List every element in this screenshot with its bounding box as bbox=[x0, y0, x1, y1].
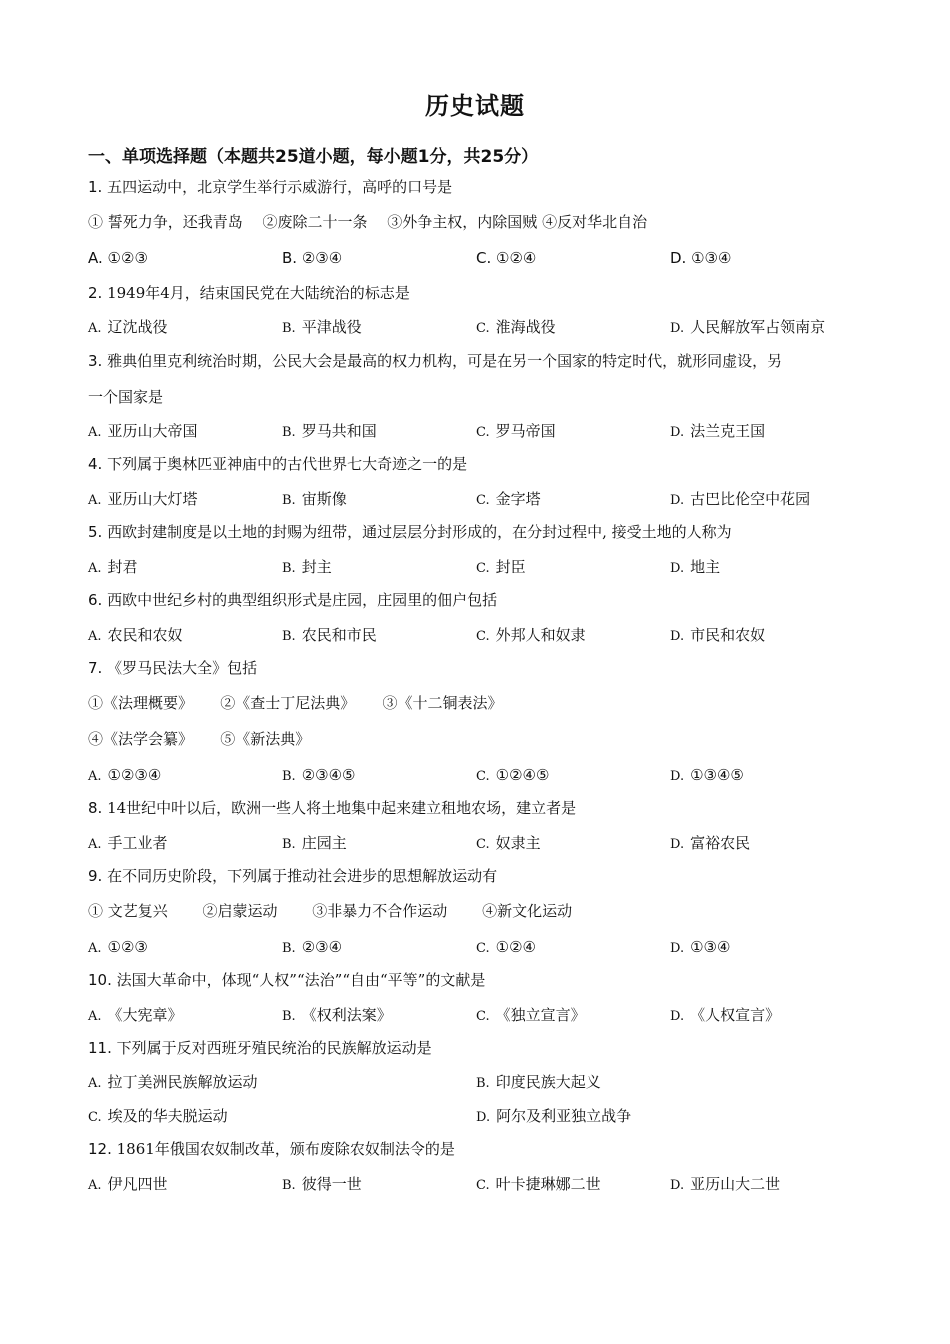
q2-option-d: D. 人民解放军占领南京 bbox=[670, 318, 826, 336]
q7-option-b: B. ②③④⑤ bbox=[282, 766, 356, 784]
q8-option-d: D. 富裕农民 bbox=[670, 834, 751, 852]
question-3: 3. 雅典伯里克利统治时期，公民大会是最高的权力机构，可是在另一个国家的特定时代，就形同虚设，另 bbox=[88, 352, 783, 370]
q6-option-a: A. 农民和农奴 bbox=[88, 626, 183, 644]
q6-option-d: D. 市民和农奴 bbox=[670, 626, 766, 644]
section-heading: 一、单项选择题（本题共25道小题，每小题1分，共25分） bbox=[88, 147, 539, 167]
q7-option-c: C. ①②④⑤ bbox=[476, 766, 550, 784]
q5-option-b: B. 封主 bbox=[282, 558, 332, 576]
q9-option-d: D. ①③④ bbox=[670, 938, 731, 956]
q12-option-b: B. 彼得一世 bbox=[282, 1175, 362, 1193]
q9-option-c: C. ①②④ bbox=[476, 938, 536, 956]
q9-option-b: B. ②③④ bbox=[282, 938, 343, 956]
q6-option-b: B. 农民和市民 bbox=[282, 626, 377, 644]
q12-option-a: A. 伊凡四世 bbox=[88, 1175, 168, 1193]
question-6: 6. 西欧中世纪乡村的典型组织形式是庄园，庄园里的佃户包括 bbox=[88, 591, 498, 609]
question-7: 7. 《罗马民法大全》包括 bbox=[88, 659, 258, 677]
q1-option-b: B. ②③④ bbox=[282, 249, 343, 267]
question-11: 11. 下列属于反对西班牙殖民统治的民族解放运动是 bbox=[88, 1039, 432, 1057]
question-8: 8. 14世纪中叶以后，欧洲一些人将土地集中起来建立租地农场，建立者是 bbox=[88, 799, 577, 817]
q11-option-b: B. 印度民族大起义 bbox=[476, 1073, 601, 1091]
q1-option-d: D. ①③④ bbox=[670, 249, 732, 267]
question-9: 9. 在不同历史阶段，下列属于推动社会进步的思想解放运动有 bbox=[88, 867, 498, 885]
question-12: 12. 1861年俄国农奴制改革，颁布废除农奴制法令的是 bbox=[88, 1140, 455, 1158]
q5-option-d: D. 地主 bbox=[670, 558, 721, 576]
q1-option-a: A. ①②③ bbox=[88, 249, 148, 267]
q4-option-a: A. 亚历山大灯塔 bbox=[88, 490, 198, 508]
q10-option-c: C. 《独立宣言》 bbox=[476, 1006, 586, 1024]
q8-option-b: B. 庄园主 bbox=[282, 834, 347, 852]
q6-option-c: C. 外邦人和奴隶 bbox=[476, 626, 586, 644]
q11-option-c: C. 埃及的华夫脱运动 bbox=[88, 1107, 228, 1125]
question-5: 5. 西欧封建制度是以土地的封赐为纽带，通过层层分封形成的，在分封过程中, 接受土地的人称为 bbox=[88, 523, 732, 541]
q11-option-d: D. 阿尔及利亚独立战争 bbox=[476, 1107, 632, 1125]
q4-option-c: C. 金字塔 bbox=[476, 490, 541, 508]
question-4: 4. 下列属于奥林匹亚神庙中的古代世界七大奇迹之一的是 bbox=[88, 455, 468, 473]
q9-option-a: A. ①②③ bbox=[88, 938, 148, 956]
q10-option-b: B. 《权利法案》 bbox=[282, 1006, 392, 1024]
question-7-items-1: ①《法理概要》 ②《查士丁尼法典》 ③《十二铜表法》 bbox=[88, 694, 503, 712]
question-1: 1. 五四运动中，北京学生举行示威游行，高呼的口号是 bbox=[88, 178, 453, 196]
question-1-items: ① 誓死力争，还我青岛 ②废除二十一条 ③外争主权，内除国贼 ④反对华北自治 bbox=[88, 213, 648, 231]
q10-option-d: D. 《人权宣言》 bbox=[670, 1006, 781, 1024]
q2-option-a: A. 辽沈战役 bbox=[88, 318, 168, 336]
q4-option-d: D. 古巴比伦空中花园 bbox=[670, 490, 811, 508]
question-3-continued: 一个国家是 bbox=[88, 388, 164, 406]
question-10: 10. 法国大革命中，体现“人权”“法治”“自由“平等”的文献是 bbox=[88, 971, 486, 989]
page-title: 历史试题 bbox=[425, 91, 525, 120]
q5-option-a: A. 封君 bbox=[88, 558, 138, 576]
q2-option-b: B. 平津战役 bbox=[282, 318, 362, 336]
q10-option-a: A. 《大宪章》 bbox=[88, 1006, 183, 1024]
q12-option-c: C. 叶卡捷琳娜二世 bbox=[476, 1175, 601, 1193]
q8-option-c: C. 奴隶主 bbox=[476, 834, 541, 852]
q3-option-c: C. 罗马帝国 bbox=[476, 422, 556, 440]
question-2: 2. 1949年4月，结束国民党在大陆统治的标志是 bbox=[88, 284, 410, 302]
q11-option-a: A. 拉丁美洲民族解放运动 bbox=[88, 1073, 258, 1091]
q3-option-a: A. 亚历山大帝国 bbox=[88, 422, 198, 440]
q12-option-d: D. 亚历山大二世 bbox=[670, 1175, 781, 1193]
q8-option-a: A. 手工业者 bbox=[88, 834, 168, 852]
q3-option-d: D. 法兰克王国 bbox=[670, 422, 766, 440]
q7-option-a: A. ①②③④ bbox=[88, 766, 162, 784]
question-9-items: ① 文艺复兴 ②启蒙运动 ③非暴力不合作运动 ④新文化运动 bbox=[88, 902, 573, 920]
question-7-items-2: ④《法学会纂》 ⑤《新法典》 bbox=[88, 730, 311, 748]
q5-option-c: C. 封臣 bbox=[476, 558, 526, 576]
q7-option-d: D. ①③④⑤ bbox=[670, 766, 744, 784]
q3-option-b: B. 罗马共和国 bbox=[282, 422, 377, 440]
q4-option-b: B. 宙斯像 bbox=[282, 490, 347, 508]
q1-option-c: C. ①②④ bbox=[476, 249, 537, 267]
q2-option-c: C. 淮海战役 bbox=[476, 318, 556, 336]
